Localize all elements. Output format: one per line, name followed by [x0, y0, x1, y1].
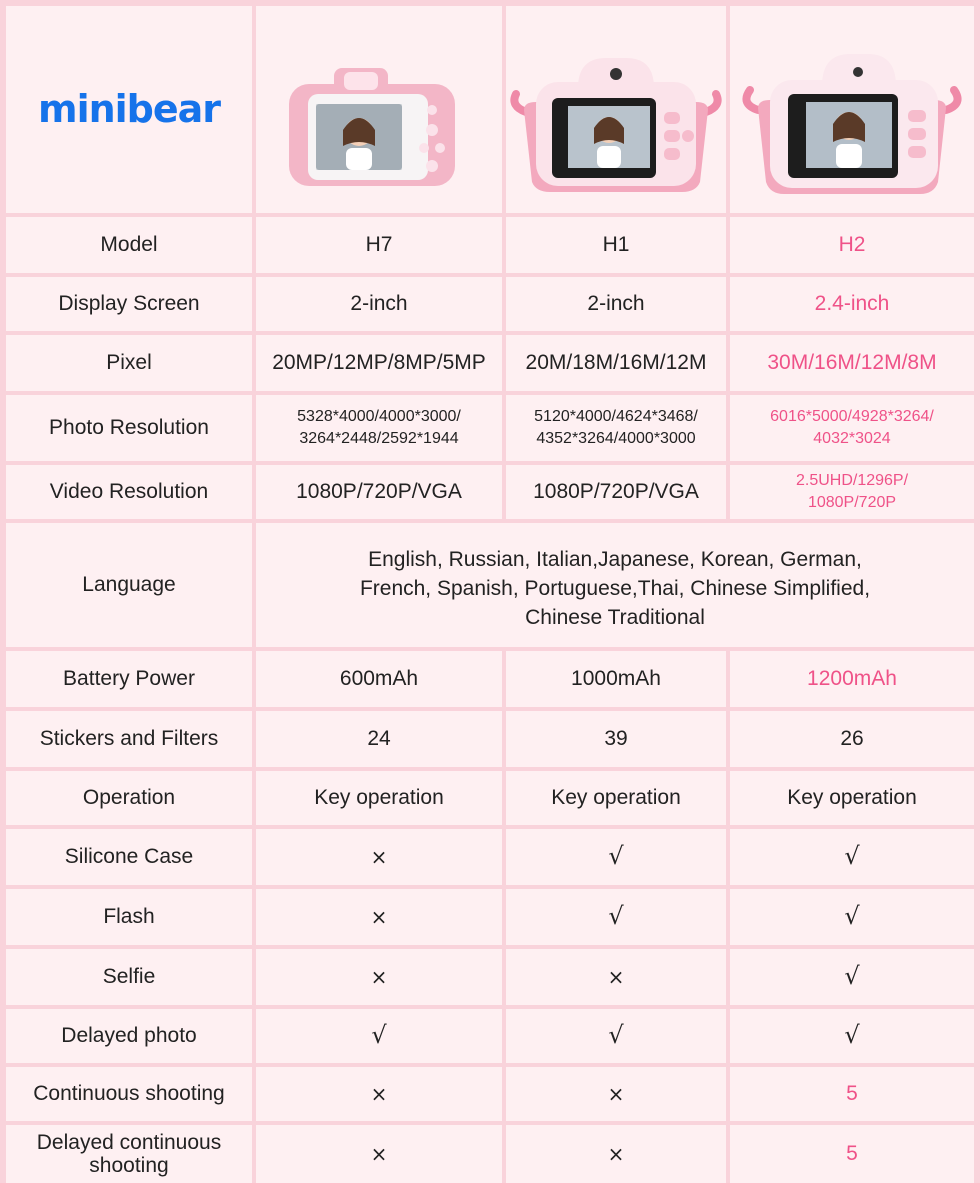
flash-h1-check-icon: √	[506, 889, 726, 945]
delayed-h7-check-icon: √	[256, 1009, 502, 1063]
language-line-2: French, Spanish, Portuguese,Thai, Chinese Simplified,	[359, 577, 871, 600]
row-label-photo-resolution: Photo Resolution	[6, 395, 252, 461]
row-label-delayed-continuous-line1: Delayed continuous	[36, 1130, 222, 1154]
pixel-h2: 30M/16M/12M/8M	[730, 335, 974, 391]
display-h7: 2-inch	[256, 277, 502, 331]
delayed-h1-check-icon: √	[506, 1009, 726, 1063]
continuous-h7-cross-icon: ×	[256, 1067, 502, 1121]
photo-resolution-h7	[256, 395, 502, 461]
photo-resolution-h7-line2: 3264*2448/2592*1944	[299, 430, 459, 447]
row-label-delayed-continuous-line2: shooting	[89, 1154, 169, 1177]
photo-resolution-h2	[730, 395, 974, 461]
display-h1: 2-inch	[506, 277, 726, 331]
silicone-h7-cross-icon: ×	[256, 829, 502, 885]
continuous-h1-cross-icon: ×	[506, 1067, 726, 1121]
product-image-h7-cell	[256, 6, 502, 213]
continuous-h2: 5	[730, 1067, 974, 1121]
row-label-silicone-case: Silicone Case	[6, 829, 252, 885]
brand-logo: minibear	[37, 87, 221, 132]
row-label-flash: Flash	[6, 889, 252, 945]
row-label-model: Model	[6, 217, 252, 273]
row-label-stickers: Stickers and Filters	[6, 711, 252, 767]
operation-h1: Key operation	[506, 771, 726, 825]
model-h1: H1	[506, 217, 726, 273]
language-line-3: Chinese Traditional	[525, 606, 705, 629]
operation-h2: Key operation	[730, 771, 974, 825]
stickers-h2: 26	[730, 711, 974, 767]
stickers-h1: 39	[506, 711, 726, 767]
row-label-pixel: Pixel	[6, 335, 252, 391]
selfie-h2-check-icon: √	[730, 949, 974, 1005]
photo-resolution-h1-line1: 5120*4000/4624*3468/	[534, 407, 698, 425]
video-resolution-h2	[730, 465, 974, 519]
video-resolution-h1: 1080P/720P/VGA	[506, 465, 726, 519]
row-label-continuous-shooting: Continuous shooting	[6, 1067, 252, 1121]
video-resolution-h2-line2: 1080P/720P	[807, 494, 897, 511]
silicone-h2-check-icon: √	[730, 829, 974, 885]
flash-h2-check-icon: √	[730, 889, 974, 945]
photo-resolution-h1	[506, 395, 726, 461]
battery-h1: 1000mAh	[506, 651, 726, 707]
model-h2: H2	[730, 217, 974, 273]
photo-resolution-h2-line2: 4032*3024	[813, 430, 891, 447]
battery-h7: 600mAh	[256, 651, 502, 707]
silicone-h1-check-icon: √	[506, 829, 726, 885]
selfie-h7-cross-icon: ×	[256, 949, 502, 1005]
photo-resolution-h2-line1: 6016*5000/4928*3264/	[770, 407, 934, 425]
photo-resolution-h1-line2: 4352*3264/4000*3000	[536, 430, 696, 447]
photo-resolution-h7-line1: 5328*4000/4000*3000/	[297, 407, 461, 425]
row-label-delayed-continuous	[6, 1125, 252, 1183]
pixel-h7: 20MP/12MP/8MP/5MP	[256, 335, 502, 391]
delayed-h2-check-icon: √	[730, 1009, 974, 1063]
row-label-video-resolution: Video Resolution	[6, 465, 252, 519]
row-label-battery: Battery Power	[6, 651, 252, 707]
delayed-continuous-h7-cross-icon: ×	[256, 1125, 502, 1183]
display-h2: 2.4-inch	[730, 277, 974, 331]
pixel-h1: 20M/18M/16M/12M	[506, 335, 726, 391]
language-line-1: English, Russian, Italian,Japanese, Korean, German,	[368, 548, 862, 571]
product-image-h2-cell	[730, 6, 974, 213]
delayed-continuous-h2: 5	[730, 1125, 974, 1183]
product-image-h1-cell	[506, 6, 726, 213]
row-label-operation: Operation	[6, 771, 252, 825]
video-resolution-h2-line1: 2.5UHD/1296P/	[795, 471, 909, 489]
video-resolution-h7: 1080P/720P/VGA	[256, 465, 502, 519]
stickers-h7: 24	[256, 711, 502, 767]
flash-h7-cross-icon: ×	[256, 889, 502, 945]
delayed-continuous-h1-cross-icon: ×	[506, 1125, 726, 1183]
brand-logo-cell	[6, 6, 252, 213]
model-h7: H7	[256, 217, 502, 273]
row-label-display: Display Screen	[6, 277, 252, 331]
language-list	[256, 523, 974, 647]
selfie-h1-cross-icon: ×	[506, 949, 726, 1005]
battery-h2: 1200mAh	[730, 651, 974, 707]
operation-h7: Key operation	[256, 771, 502, 825]
row-label-delayed-photo: Delayed photo	[6, 1009, 252, 1063]
pink-camera-h2-image	[730, 6, 974, 213]
row-label-language: Language	[6, 523, 252, 647]
pink-camera-h1-image	[506, 6, 726, 213]
pink-camera-h7-image	[256, 6, 502, 213]
row-label-selfie: Selfie	[6, 949, 252, 1005]
